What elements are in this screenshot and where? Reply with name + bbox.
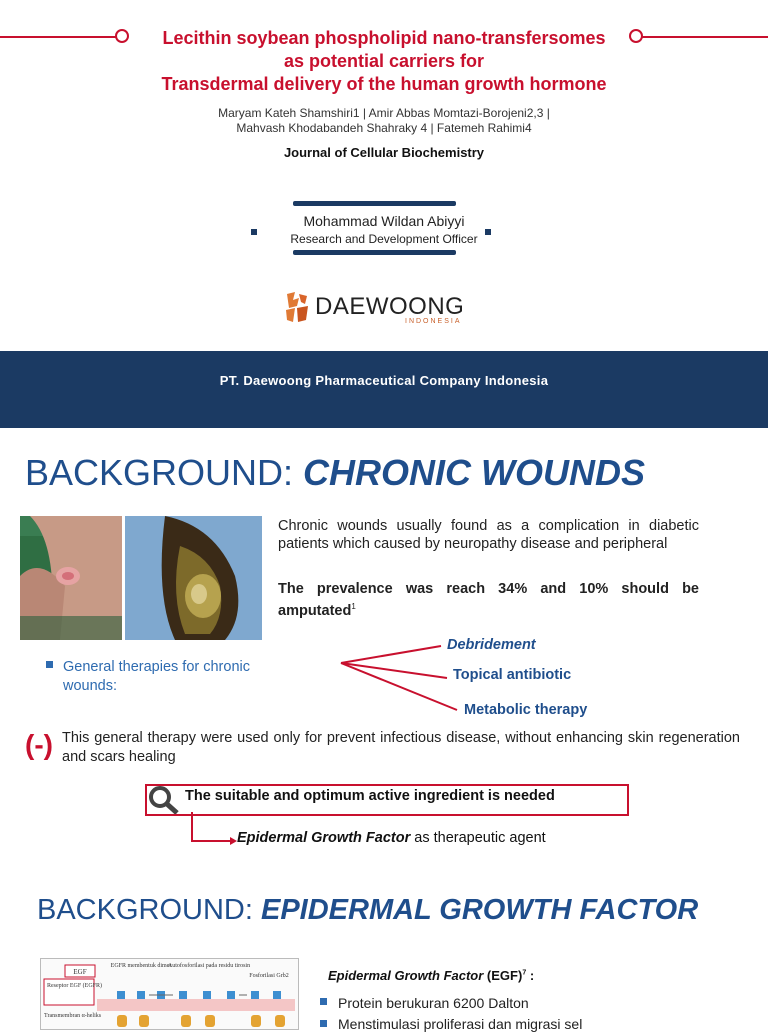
presenter-name: Mohammad Wildan Abiyyi <box>303 213 465 229</box>
logo-subtext: INDONESIA <box>405 318 462 325</box>
presenter-bar-bottom <box>293 250 456 255</box>
authors-line-1: Maryam Kateh Shamshiri1 | Amir Abbas Momtazi-Borojeni2,3 | <box>218 106 550 120</box>
title-line-3: Transdermal delivery of the human growth hormone <box>161 74 607 94</box>
presenter-role: Research and Development Officer <box>290 232 478 246</box>
heading-plain: BACKGROUND: <box>25 452 304 493</box>
general-therapies-text: General therapies for chronic wounds: <box>63 659 250 694</box>
wound-photo-2-image <box>125 516 262 640</box>
chronic-para-2 <box>278 580 699 620</box>
egf-pathway-diagram <box>40 958 299 1030</box>
diagram-label-grb2: Fosforilasi Grb2 <box>249 973 289 979</box>
diagram-label-dimer: EGFR membentuk dimer <box>110 963 172 969</box>
egf-agent-emph: Epidermal Growth Factor <box>237 830 411 846</box>
heading-egf-plain: BACKGROUND: <box>37 894 261 926</box>
branch-debridement: Debridement <box>447 637 536 653</box>
egf-bullet-1: Protein berukuran 6200 Dalton <box>338 995 529 1011</box>
egf-arrow <box>186 812 238 848</box>
negative-marker: (-) <box>25 729 53 760</box>
egf-pathway-diagram-image <box>41 959 298 1029</box>
company-band <box>0 351 768 428</box>
egf-def-rest: (EGF) <box>483 968 523 983</box>
title-line-1: Lecithin soybean phospholipid nano-transfersomes <box>162 28 606 48</box>
heading-emph: CHRONIC WOUNDS <box>303 452 646 493</box>
branch-metabolic-therapy: Metabolic therapy <box>464 702 588 718</box>
title-line-2: as potential carriers for <box>283 51 485 71</box>
journal-name: Journal of Cellular Biochemistry <box>283 145 485 160</box>
negative-text: This general therapy were used only for prevent infectious disease, without enhancing skin regeneration and scars healing <box>62 730 740 765</box>
wound-photo-1-image <box>20 516 122 640</box>
diagram-label-autophos: Autofosforilasi pada residu tirosin <box>167 963 251 969</box>
company-name: PT. Daewoong Pharmaceutical Company Indonesia <box>219 373 549 388</box>
heading-egf-emph: EPIDERMAL GROWTH FACTOR <box>260 894 699 926</box>
magnifier-icon <box>146 784 180 814</box>
logo-text: DAEWOONG <box>315 293 465 320</box>
chronic-para-1: Chronic wounds usually found as a complication in diabetic patients which caused by neuropathy disease and peripheral <box>278 518 699 552</box>
authors <box>0 106 768 136</box>
wound-photo-2 <box>125 516 262 640</box>
egf-def-emph: Epidermal Growth Factor <box>328 968 484 983</box>
heading-egf <box>37 894 698 927</box>
therapy-branch-lines <box>335 640 465 720</box>
general-therapies-bullet-icon <box>46 661 53 668</box>
egf-agent-text <box>237 830 546 846</box>
heading-chronic-wounds <box>25 452 645 494</box>
authors-line-2: Mahvash Khodabandeh Shahraky 4 | Fatemeh Rahimi4 <box>236 121 532 135</box>
egf-def-colon: : <box>526 968 535 983</box>
presenter-dot-right <box>485 229 491 235</box>
egf-bullet-1-icon <box>320 998 327 1005</box>
egf-definition <box>328 968 534 983</box>
wound-photo-1 <box>20 516 122 640</box>
presenter-bar-top <box>293 201 456 206</box>
diagram-label-receptor: Reseptor EGF (EGFR) <box>47 983 102 989</box>
egf-agent-rest: as therapeutic agent <box>410 830 546 846</box>
daewoong-mark-icon <box>283 290 311 324</box>
needed-text: The suitable and optimum active ingredient is needed <box>185 788 555 804</box>
egf-bullet-2: Menstimulasi proliferasi dan migrasi sel <box>338 1016 583 1032</box>
prevalence-text: The prevalence was reach 34% and 10% should be amputated <box>278 581 699 619</box>
prevalence-ref: 1 <box>351 602 356 611</box>
branch-topical-antibiotic: Topical antibiotic <box>453 667 572 683</box>
egf-def-ref: 7 <box>522 969 527 977</box>
diagram-label-transmembrane: Transmembran α-heliks <box>44 1013 102 1019</box>
diagram-label-egf: EGF <box>73 968 87 976</box>
